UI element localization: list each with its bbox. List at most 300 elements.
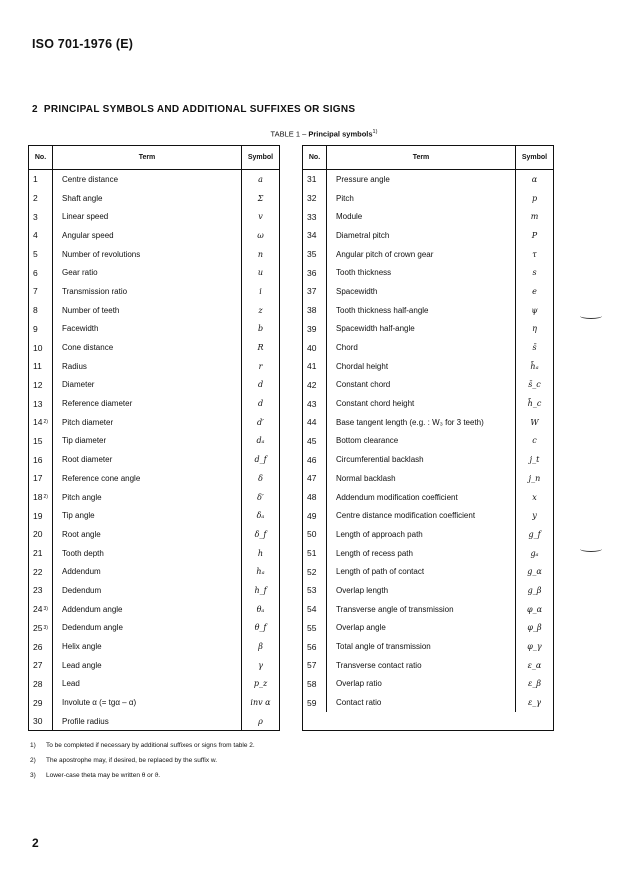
row-number [303,338,327,357]
row-footnote-ref: 2) [43,494,48,501]
row-number-text: 24 [33,604,43,615]
row-number [303,432,327,451]
row-term: Chord [327,338,516,357]
row-number-text: 20 [33,529,43,540]
table-row [303,357,553,376]
row-number [29,506,53,525]
row-symbol: d_f [254,455,267,465]
row-symbol: η [532,324,537,334]
table-row [303,320,553,339]
row-number-text: 27 [33,660,43,671]
row-term: Angular pitch of crown gear [327,245,516,264]
row-number [29,525,53,544]
table-row [303,506,553,525]
row-number [29,338,53,357]
row-term: Contact ratio [327,693,516,712]
row-term: Module [327,207,516,226]
row-symbol: φ_γ [527,642,542,652]
row-number [29,469,53,488]
row-number [29,600,53,619]
row-symbol: s [532,268,537,278]
row-symbol: j_t [529,455,540,465]
row-symbol: d [257,380,264,390]
row-symbol: ω [257,230,264,240]
row-number [29,245,53,264]
row-symbol: v [258,212,263,222]
row-number-text: 14 [33,417,43,428]
table-row [303,525,553,544]
row-number-text: 22 [33,566,43,577]
table-row [29,357,279,376]
row-number-text: 7 [33,286,38,297]
row-term: Dedendum angle [53,619,242,638]
row-number-text: 18 [33,492,43,503]
row-number [303,693,327,712]
row-number [303,675,327,694]
row-symbol: δ_f [254,529,267,539]
row-footnote-ref: 3) [43,606,48,613]
table-row [303,413,553,432]
row-number [29,450,53,469]
row-symbol: θₐ [256,604,265,614]
row-term: Helix angle [53,637,242,656]
row-number-text: 53 [307,585,317,596]
table-caption [0,129,620,139]
row-symbol: d′ [257,417,264,427]
row-number [303,544,327,563]
row-number-text: 42 [307,379,317,390]
row-number [303,263,327,282]
row-number-text: 9 [33,323,38,334]
table-row [29,207,279,226]
row-term: Length of approach path [327,525,516,544]
row-term: Transmission ratio [53,282,242,301]
table-row [303,170,553,189]
row-number-text: 46 [307,454,317,465]
table-row [303,562,553,581]
row-number-text: 31 [307,174,317,185]
table-row [29,619,279,638]
table-caption-title: Principal symbols [308,129,373,139]
table-row [303,544,553,563]
table-row [303,656,553,675]
row-number-text: 41 [307,361,317,372]
table-row [303,469,553,488]
margin-mark [580,313,602,319]
row-number-text: 17 [33,473,43,484]
table-row [29,413,279,432]
footnote-mark: 1) [30,742,36,749]
table-row [29,469,279,488]
row-symbol: ρ [258,716,263,726]
table-row [303,189,553,208]
table-row [303,581,553,600]
row-term: Lead [53,675,242,694]
table-row [29,693,279,712]
header-term: Term [53,146,242,169]
header-symbol: Symbol [521,154,548,161]
row-term: Bottom clearance [327,432,516,451]
table-header-row [303,146,553,170]
table-row [29,450,279,469]
row-symbol: α [531,174,538,184]
row-number [303,189,327,208]
table-row [29,581,279,600]
row-term: Facewidth [53,320,242,339]
footnote [30,738,255,753]
row-number [303,450,327,469]
row-symbol: p_z [253,679,268,689]
row-number [29,581,53,600]
row-term: Pitch diameter [53,413,242,432]
row-number [303,320,327,339]
row-term: Overlap length [327,581,516,600]
row-symbol: h [257,548,264,558]
row-number [29,675,53,694]
table-row [303,282,553,301]
row-term: Dedendum [53,581,242,600]
page-number: 2 [32,836,39,850]
row-number-text: 38 [307,305,317,316]
row-term: Tooth thickness [327,263,516,282]
row-number [303,226,327,245]
row-number [29,189,53,208]
row-symbol: m [530,212,539,222]
row-symbol: g_f [528,529,541,539]
row-term: Profile radius [53,712,242,731]
row-symbol: x [532,492,537,502]
row-term: Addendum [53,562,242,581]
row-number [29,619,53,638]
header-no: No. [303,146,327,169]
symbols-table-left [28,145,280,731]
row-number [303,637,327,656]
row-term: Centre distance modification coefficient [327,506,516,525]
row-number [29,301,53,320]
row-number-text: 35 [307,249,317,260]
table-row [29,301,279,320]
row-number [29,282,53,301]
table-row [29,600,279,619]
table-row [29,226,279,245]
row-term: Length of recess path [327,544,516,563]
row-number-text: 5 [33,249,38,260]
row-number-text: 29 [33,697,43,708]
row-symbol: Σ [257,193,264,203]
row-symbol: u [257,268,264,278]
row-symbol: b [257,324,264,334]
row-footnote-ref: 2) [43,419,48,426]
row-symbol: c [532,436,537,446]
row-term: Spacewidth [327,282,516,301]
table-row [29,320,279,339]
row-number-text: 6 [33,267,38,278]
row-number-text: 58 [307,678,317,689]
table-row [29,488,279,507]
row-number [29,170,53,189]
table-row [29,712,279,731]
table-caption-prefix: TABLE 1 – [270,129,309,139]
row-number-text: 12 [33,379,43,390]
row-symbol: inv α [250,698,271,708]
row-term: Angular speed [53,226,242,245]
table-row [303,376,553,395]
row-term: Involute α (= tgα – α) [53,693,242,712]
row-number-text: 50 [307,529,317,540]
row-term: Number of revolutions [53,245,242,264]
row-number [29,263,53,282]
row-number-text: 51 [307,548,317,559]
table-caption-note: 1) [372,129,378,135]
row-symbol: δ [258,473,263,483]
row-symbol: δ′ [257,492,264,502]
table-row [29,637,279,656]
row-number [29,413,53,432]
row-term: Pitch [327,189,516,208]
row-number [29,376,53,395]
row-symbol: z [258,305,263,315]
row-term: Constant chord height [327,394,516,413]
row-number-text: 23 [33,585,43,596]
table-row [29,544,279,563]
footnote [30,753,255,768]
row-term: Total angle of transmission [327,637,516,656]
row-number [29,693,53,712]
row-term: Diametral pitch [327,226,516,245]
row-number-text: 59 [307,697,317,708]
row-number [29,207,53,226]
table-row [303,637,553,656]
row-term: Overlap ratio [327,675,516,694]
table-row [303,488,553,507]
row-number-text: 47 [307,473,317,484]
row-number [29,432,53,451]
footnote-mark: 3) [30,772,36,779]
row-symbol: d [257,399,264,409]
row-number [29,488,53,507]
row-number-text: 19 [33,510,43,521]
row-number [29,656,53,675]
row-term: Pressure angle [327,170,516,189]
row-number [303,413,327,432]
row-symbol: r [258,361,263,371]
row-symbol: β [258,642,263,652]
footnote-mark: 2) [30,757,36,764]
row-number [303,376,327,395]
row-term: Gear ratio [53,263,242,282]
table-row [29,675,279,694]
table-row [303,207,553,226]
row-number-text: 54 [307,604,317,615]
table-row [29,656,279,675]
table-row [303,301,553,320]
table-row [303,245,553,264]
row-term: Addendum angle [53,600,242,619]
row-number [29,357,53,376]
table-row [303,394,553,413]
row-term: Shaft angle [53,189,242,208]
row-number [29,637,53,656]
section-number: 2 [32,104,38,115]
table-row [303,619,553,638]
row-number-text: 57 [307,660,317,671]
row-term: Linear speed [53,207,242,226]
row-number-text: 30 [33,716,43,727]
table-body-right [303,170,553,712]
table-row [29,506,279,525]
row-term: Normal backlash [327,469,516,488]
row-symbol: γ [258,660,263,670]
row-term: Tip angle [53,506,242,525]
row-number-text: 45 [307,435,317,446]
row-number-text: 39 [307,323,317,334]
row-number-text: 49 [307,510,317,521]
table-row [303,263,553,282]
row-number [303,469,327,488]
row-number-text: 55 [307,622,317,633]
row-number [303,506,327,525]
row-symbol: s̄_c [528,380,541,390]
row-term: Transverse contact ratio [327,656,516,675]
header-term: Term [327,146,516,169]
section-title-text: PRINCIPAL SYMBOLS AND ADDITIONAL SUFFIXES OR SIGNS [43,104,356,115]
footnote [30,768,255,783]
table-row [29,245,279,264]
margin-mark [580,546,602,552]
row-term: Chordal height [327,357,516,376]
row-term: Cone distance [53,338,242,357]
symbols-table-right [302,145,554,731]
row-number-text: 26 [33,641,43,652]
row-symbol: R [257,343,264,353]
row-number [303,170,327,189]
row-symbol: ε_β [528,679,541,689]
row-number [29,394,53,413]
row-number [303,207,327,226]
row-number-text: 3 [33,211,38,222]
row-symbol: p [531,193,538,203]
row-number [303,394,327,413]
row-number-text: 25 [33,622,43,633]
row-symbol: h_f [254,585,267,595]
row-number [29,544,53,563]
row-number [303,525,327,544]
row-number [29,562,53,581]
row-number [303,581,327,600]
table-row [303,338,553,357]
row-term: Root angle [53,525,242,544]
row-number-text: 34 [307,230,317,241]
header-no: No. [29,146,53,169]
row-symbol: dₐ [256,436,265,446]
row-symbol: W [530,417,539,427]
row-number-text: 4 [33,230,38,241]
row-symbol: δₐ [256,511,265,521]
row-symbol: θ_f [254,623,267,633]
table-row [303,432,553,451]
row-term: Tip diameter [53,432,242,451]
row-number [29,712,53,731]
row-term: Pitch angle [53,488,242,507]
row-number [303,301,327,320]
table-row [303,693,553,712]
row-symbol: j_n [528,473,541,483]
footnotes [30,738,255,783]
row-number-text: 8 [33,305,38,316]
row-number-text: 21 [33,548,43,559]
row-symbol: ε_α [527,660,542,670]
row-term: Reference cone angle [53,469,242,488]
row-number-text: 10 [33,342,43,353]
row-symbol: a [258,174,263,184]
row-number [29,226,53,245]
header-symbol: Symbol [247,154,274,161]
row-symbol: hₐ [256,567,265,577]
row-symbol: P [531,230,538,240]
row-term: Root diameter [53,450,242,469]
footnote-text: The apostrophe may, if desired, be replaced by the suffix w. [46,757,218,764]
section-title [32,104,355,115]
row-symbol: s̄ [532,343,537,353]
row-number [303,488,327,507]
row-number-text: 28 [33,678,43,689]
row-number [303,282,327,301]
row-symbol: τ [532,249,537,259]
row-term: Reference diameter [53,394,242,413]
row-symbol: gₐ [530,548,539,558]
table-row [29,189,279,208]
table-row [29,263,279,282]
row-term: Diameter [53,376,242,395]
table-row [303,226,553,245]
footnote-text: Lower-case theta may be written θ or ϑ. [46,772,161,779]
row-term: Radius [53,357,242,376]
row-number-text: 52 [307,566,317,577]
row-symbol: i [259,286,262,296]
table-row [303,675,553,694]
table-row [29,525,279,544]
table-row [29,394,279,413]
row-term: Base tangent length (e.g. : W₃ for 3 teeth) [327,413,516,432]
row-symbol: e [532,286,537,296]
row-symbol: ε_γ [527,698,542,708]
row-number-text: 33 [307,211,317,222]
row-term: Circumferential backlash [327,450,516,469]
row-number-text: 40 [307,342,317,353]
row-term: Tooth thickness half-angle [327,301,516,320]
row-term: Constant chord [327,376,516,395]
row-symbol: y [532,511,537,521]
row-number [303,619,327,638]
row-number-text: 48 [307,492,317,503]
row-number [303,600,327,619]
table-header-row [29,146,279,170]
row-term: Tooth depth [53,544,242,563]
row-term: Transverse angle of transmission [327,600,516,619]
row-number [303,357,327,376]
row-number [303,562,327,581]
row-term: Number of teeth [53,301,242,320]
row-term: Overlap angle [327,619,516,638]
row-number-text: 37 [307,286,317,297]
row-symbol: h̄_c [527,399,542,409]
table-row [303,600,553,619]
table-row [29,376,279,395]
row-footnote-ref: 3) [43,624,48,631]
row-number-text: 36 [307,267,317,278]
table-body-left [29,170,279,731]
row-number-text: 43 [307,398,317,409]
